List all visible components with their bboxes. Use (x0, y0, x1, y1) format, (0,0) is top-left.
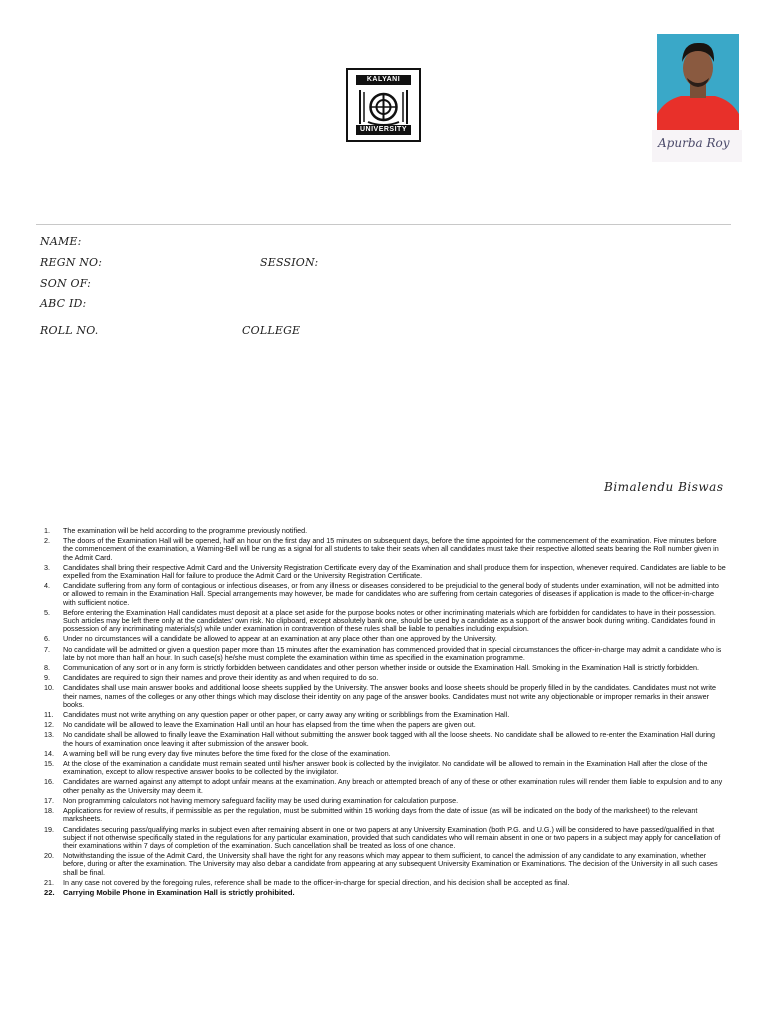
rule-item (44, 731, 726, 747)
rule-item (44, 527, 726, 535)
roll-no-label: ROLL NO. (40, 324, 99, 337)
rule-item (44, 635, 726, 643)
rule-number: 14. (44, 748, 54, 758)
rule-number: 4. (44, 581, 50, 591)
college-label: COLLEGE (242, 324, 301, 337)
rule-text: Notwithstanding the issue of the Admit Card, the University shall have the right for any reasons which may appear to them sufficient, to cancel the admission of any candidate to any examination, whether before, during or after the examination. The University may also debar a candidate from appearing at any subsequent University Examination or Examinations. The decision of the University in all such cases shall be final. (63, 851, 718, 877)
rule-text: Applications for review of results, if permissible as per the regulation, must be submitted within 15 working days from the date of issue (as will be indicated on the body of the marksheet) to the relevant marksheets. (63, 806, 698, 824)
rule-item (44, 721, 726, 729)
rule-text: Under no circumstances will a candidate be allowed to appear at an examination at any place other than one approved by the University. (63, 634, 497, 644)
rule-text: Candidates are required to sign their names and prove their identity as and when required to do so. (63, 673, 379, 683)
rule-text: Candidates are warned against any attempt to adopt unfair means at the examination. Any breach or attempted breach of any of these or other examination rules will render them liable to expulsion and to any other penalty as the University may deem it. (63, 777, 723, 795)
rule-number: 12. (44, 720, 54, 730)
rule-number: 2. (44, 536, 50, 546)
rule-text: The doors of the Examination Hall will be opened, half an hour on the first day and 15 minutes on subsequent days, before the time appointed for the commencement of the examination. Five minutes before the commencement of the examination, a Warning-Bell will be rung as a signal for all students to take their seats when all candidates must take their respective allotted seats bearing the Roll number given in the Admit Card. (63, 536, 719, 562)
rule-number: 11. (44, 710, 54, 720)
rule-text: The examination will be held according to the programme previously notified. (63, 526, 308, 535)
rule-item (44, 852, 726, 877)
rule-item (44, 674, 726, 682)
rule-item (44, 879, 726, 887)
logo-top-text: KALYANI (356, 75, 411, 85)
rule-text: Carrying Mobile Phone in Examination Hall is strictly prohibited. (63, 887, 295, 897)
rule-text: Candidates shall bring their respective Admit Card and the University Registration Certificate every day of the Examination and shall produce them for inspection, whenever required. Candidates are liable to be expelled from the Examination Hall for failure to produce the Admit Card or the University Registration Certificate. (63, 562, 726, 581)
divider (36, 224, 731, 225)
rule-text: In any case not covered by the foregoing rules, reference shall be made to the officer-in-charge for special direction, and his decision shall be accepted as final. (63, 877, 570, 887)
rule-number: 21. (44, 877, 54, 887)
logo-emblem-icon (354, 86, 413, 128)
rule-item (44, 778, 726, 794)
rule-text: Communication of any sort or in any form is strictly forbidden between candidates and other person whether inside or outside the Examination Hall. Smoking in the Examination Hall is strictly forbidden. (63, 663, 700, 673)
rule-number: 19. (44, 824, 54, 834)
rule-text: No candidate shall be allowed to finally leave the Examination Hall without submitting the answer book tagged with all the loose sheets. No candidate shall be allowed to re-enter the Examination Hall during the hours of examination once leaving it after submission of the answer book. (63, 730, 716, 748)
rule-item (44, 889, 726, 897)
rule-text: Candidates securing pass/qualifying marks in subject even after remaining absent in one or two papers at any University Examination (both P.G. and U.G.) will be considered to have passed/qualified in that subject if not otherwise specifically stated in the regulations for any particular examination, provided that such candidates who will remain absent in one or two papers in a subject may apply for cancellation of their examinations within 7 days of completion of the examination. Such cancellation shall be treated as loss of one chance. (63, 824, 721, 850)
candidate-photo (657, 34, 739, 130)
rule-item (44, 684, 726, 709)
rule-text: No candidate will be admitted or given a question paper more than 15 minutes after the examination has commenced provided that in special circumstances the officer-in-charge may admit a candidate who is late by not more than half an hour. In such case(s) he/she must complete the examination within time as specified in the examination programme. (63, 644, 722, 662)
rule-number: 13. (44, 730, 54, 740)
abc-id-label: ABC ID: (40, 297, 87, 310)
regn-no-label: REGN NO: (40, 256, 103, 269)
rule-text: Candidates shall use main answer books and additional loose sheets supplied by the University. The answer books and loose sheets should be properly filled in by the candidates. Candidates must not write their names, names of the colleges or any other things which may disclose their identity on any page of the answer books. Candidates must not write any objectionable or improper remarks in their answer books. (63, 683, 716, 709)
rule-number: 15. (44, 759, 54, 769)
rule-text: At the close of the examination a candidate must remain seated until his/her answer book is collected by the invigilator. No candidate will be allowed to remain in the Examination Hall after the close of the examination, except to allow respective answer books to be collected by the invigilator. (63, 759, 708, 777)
rule-item (44, 646, 726, 662)
rule-number: 1. (44, 526, 50, 535)
rule-number: 10. (44, 683, 54, 693)
rule-item (44, 750, 726, 758)
rule-number: 9. (44, 673, 50, 683)
rule-text: Candidates must not write anything on any question paper or other paper, or carry away any writing or scribblings from the Examination Hall. (63, 710, 510, 720)
rule-number: 20. (44, 851, 54, 861)
rule-item (44, 609, 726, 634)
rule-item (44, 826, 726, 851)
rule-item (44, 582, 726, 607)
rule-number: 16. (44, 777, 54, 787)
rule-text: A warning bell will be rung every day five minutes before the time fixed for the close of the examination. (63, 748, 391, 758)
rule-text: Before entering the Examination Hall candidates must deposit at a place set aside for the purpose books notes or other incriminating materials which are forbidden for candidates to have in their possession. Such articles may be left there only at the candidates' own risk. No clipboard, except absolutely bank one, should be used by a candidate as a support of the answer book during writing. Candidates found in possession of any incriminating materials(s) while under examination in contravention of these rules shall be liable to penalties including expulsion. (63, 607, 716, 634)
rule-number: 18. (44, 806, 54, 816)
logo-bottom-text: UNIVERSITY (356, 125, 411, 135)
rule-number: 8. (44, 663, 50, 673)
rule-item (44, 807, 726, 823)
session-label: SESSION: (260, 256, 319, 269)
rule-number: 5. (44, 607, 50, 617)
rule-number: 6. (44, 634, 50, 644)
rule-text: Non programming calculators not having memory safeguard facility may be used during examination for calculation purpose. (63, 795, 459, 805)
rule-number: 17. (44, 795, 54, 805)
rules-list (44, 527, 726, 899)
rule-text: No candidate will be allowed to leave the Examination Hall until an hour has elapsed from the time when the papers are given out. (63, 720, 476, 730)
candidate-signature (652, 130, 742, 162)
name-label: NAME: (40, 235, 82, 248)
rule-item (44, 760, 726, 776)
rule-item (44, 564, 726, 580)
university-logo (346, 68, 421, 142)
rule-text: Candidate suffering from any form of contagious or infectious diseases, or from any illness or diseases considered to be prejudicial to the general body of students under examination, will not be admitted into or allowed to remain in the Examination Hall. Special arrangements may however, be made for candidates who are suffering from certain categories of diseases if application is made to the officer-in-charge with sufficient notice. (63, 581, 719, 607)
candidate-signature-text: Apurba Roy (658, 136, 730, 150)
rule-item (44, 797, 726, 805)
rule-number: 3. (44, 562, 50, 572)
rule-number: 22. (44, 887, 55, 897)
rule-item (44, 664, 726, 672)
son-of-label: SON OF: (40, 277, 92, 290)
rule-number: 7. (44, 644, 50, 654)
rule-item (44, 711, 726, 719)
controller-signature: Bimalendu Biswas (604, 480, 724, 494)
rule-item (44, 537, 726, 562)
